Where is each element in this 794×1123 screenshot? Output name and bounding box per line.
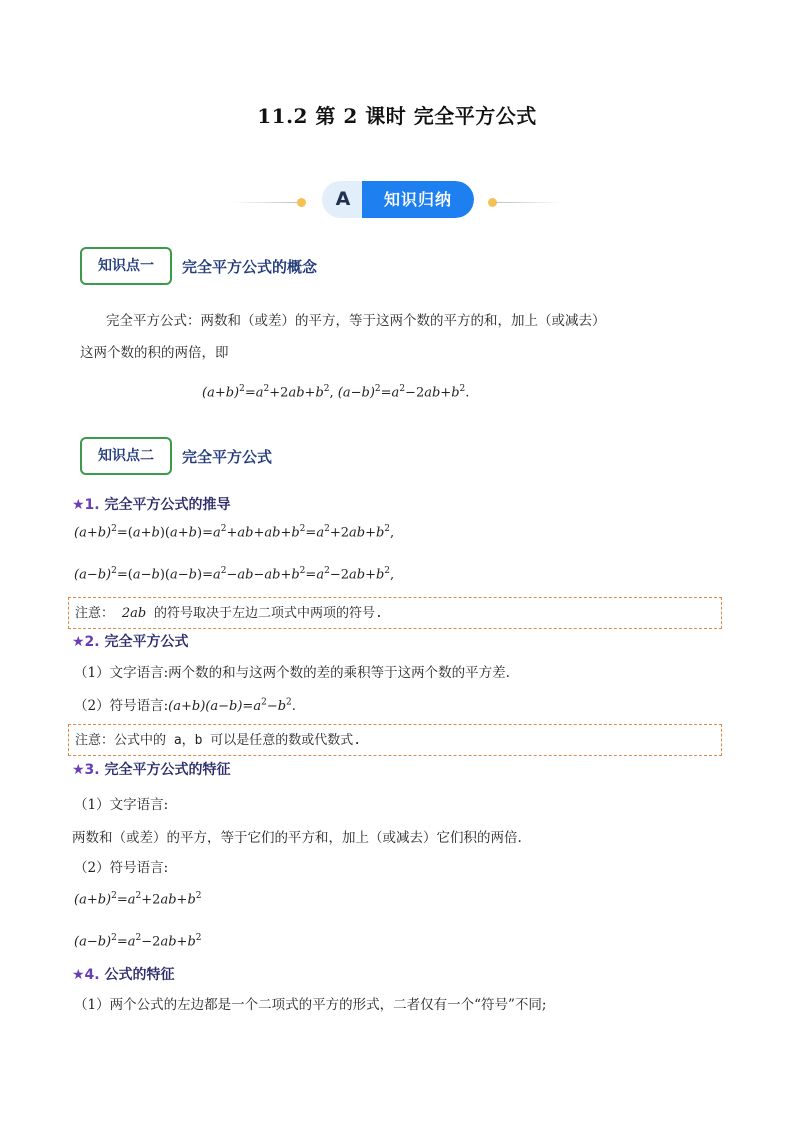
s1-formula2: $(a-b)^2=(a-b)(a-b)=a^2-ab-ab+b^2=a^2-2ab+b^2$, [74, 566, 395, 583]
s2-title: 完全平方公式 [104, 634, 189, 650]
note1-suffix: 的符号取决于左边二项式中两项的符号. [154, 606, 383, 621]
s2-heading [72, 631, 189, 651]
s4-star: ★4. [72, 967, 100, 983]
banner-label: 知识归纳 [362, 181, 474, 218]
note1-ab: 2ab [121, 606, 147, 621]
s4-title: 公式的特征 [104, 967, 175, 983]
s2-star: ★2. [72, 634, 100, 650]
s3-star: ★3. [72, 762, 100, 778]
banner-dot-left-icon [297, 198, 306, 207]
kp1-title: 完全平方公式的概念 [182, 258, 318, 276]
note-box-2: 注意：公式中的 a，b 可以是任意的数或代数式. [68, 724, 722, 756]
kp2-title: 完全平方公式 [182, 448, 273, 466]
kp1-box: 知识点一 [80, 247, 172, 285]
s3-formula2: $(a-b)^2=a^2-2ab+b^2$ [74, 933, 202, 950]
note-box-1 [68, 597, 722, 629]
banner-line-left [232, 202, 300, 203]
s1-title: 完全平方公式的推导 [104, 497, 231, 513]
s1-heading [72, 494, 231, 514]
s4-heading [72, 964, 175, 984]
s2-line1: （1）文字语言:两个数的和与这两个数的差的乘积等于这两个数的平方差. [74, 665, 510, 681]
page-title: 11.2 第 2 课时 完全平方公式 [257, 104, 537, 128]
s3-line1: （1）文字语言: [74, 797, 169, 813]
s3-line2: 两数和（或差）的平方，等于它们的平方和，加上（或减去）它们积的两倍. [72, 830, 522, 846]
s2-line2 [74, 694, 296, 714]
banner-line-right [496, 202, 562, 203]
s3-line3: （2）符号语言: [74, 860, 169, 876]
s3-heading [72, 759, 231, 779]
s2-line2-prefix: （2）符号语言: [74, 698, 169, 714]
s2-formula: $(a+b)(a-b)=a^2-b^2$. [168, 697, 296, 714]
kp1-para-line1: 完全平方公式：两数和（或差）的平方，等于这两个数的平方的和，加上（或减去） [106, 313, 606, 329]
note1-prefix: 注意： [75, 606, 115, 621]
banner-letter: A [335, 188, 351, 210]
s4-line1: （1）两个公式的左边都是一个二项式的平方的形式，二者仅有一个“符号”不同; [74, 997, 547, 1013]
s1-formula1: $(a+b)^2=(a+b)(a+b)=a^2+ab+ab+b^2=a^2+2ab+b^2$, [74, 524, 395, 541]
kp1-para-line2: 这两个数的积的两倍，即 [80, 345, 229, 361]
kp2-box: 知识点二 [80, 437, 172, 475]
s3-formula1: $(a+b)^2=a^2+2ab+b^2$ [74, 891, 202, 908]
s1-star: ★1. [72, 497, 100, 513]
s3-title: 完全平方公式的特征 [104, 762, 231, 778]
section-banner [322, 181, 474, 218]
kp1-formula: $(a+b)^2=a^2+2ab+b^2$, $(a-b)^2=a^2-2ab+b^2$. [202, 384, 470, 401]
